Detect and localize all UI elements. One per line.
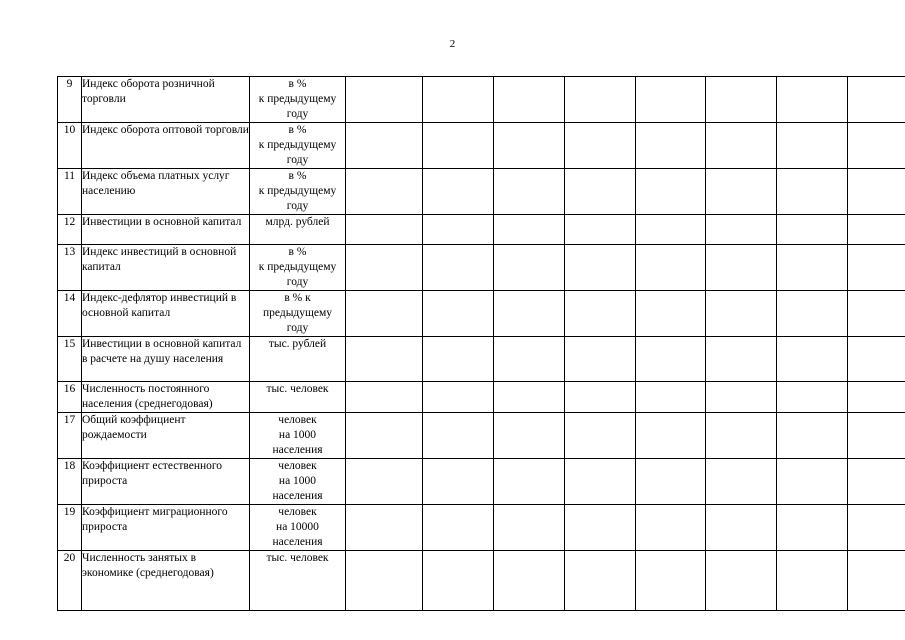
- unit-of-measure: человек на 10000 населения: [272, 506, 323, 548]
- unit-cell: [250, 77, 346, 123]
- value-cell: [565, 123, 636, 169]
- value-cell: [423, 123, 494, 169]
- row-number: 13: [58, 245, 82, 291]
- unit-cell: [250, 291, 346, 337]
- value-cell: [423, 245, 494, 291]
- value-cell: [706, 413, 777, 459]
- value-cell: [636, 245, 706, 291]
- value-cell: [706, 382, 777, 413]
- value-cell: [636, 215, 706, 245]
- unit-of-measure: в % к предыдущему году: [258, 78, 337, 120]
- indicator-name: Индекс объема платных услуг населению: [82, 169, 250, 215]
- value-cell: [423, 382, 494, 413]
- value-cell: [848, 505, 905, 551]
- page-number: 2: [449, 38, 456, 50]
- unit-of-measure: в % к предыдущему году: [262, 292, 333, 334]
- value-cell: [565, 382, 636, 413]
- unit-cell: [250, 245, 346, 291]
- row-number: 15: [58, 337, 82, 382]
- value-cell: [346, 459, 423, 505]
- value-cell: [565, 413, 636, 459]
- value-cell: [565, 459, 636, 505]
- value-cell: [706, 337, 777, 382]
- unit-of-measure: в % к предыдущему году: [258, 170, 337, 212]
- unit-cell: [250, 123, 346, 169]
- value-cell: [494, 505, 565, 551]
- indicator-name: Индекс инвестиций в основной капитал: [82, 245, 250, 291]
- row-number: 20: [58, 551, 82, 611]
- value-cell: [777, 291, 848, 337]
- value-cell: [636, 382, 706, 413]
- row-number: 9: [58, 77, 82, 123]
- value-cell: [565, 169, 636, 215]
- value-cell: [777, 123, 848, 169]
- unit-of-measure: в % к предыдущему году: [258, 246, 337, 288]
- indicator-name: Индекс оборота оптовой торговли: [82, 123, 250, 169]
- row-number: 17: [58, 413, 82, 459]
- unit-cell: [250, 459, 346, 505]
- value-cell: [423, 459, 494, 505]
- unit-of-measure: млрд. рублей: [265, 216, 330, 228]
- value-cell: [494, 245, 565, 291]
- value-cell: [346, 77, 423, 123]
- value-cell: [636, 505, 706, 551]
- value-cell: [848, 291, 905, 337]
- indicator-name: Индекс оборота розничной торговли: [82, 77, 250, 123]
- unit-of-measure: тыс. человек: [266, 552, 329, 564]
- value-cell: [565, 291, 636, 337]
- value-cell: [777, 505, 848, 551]
- unit-cell: [250, 413, 346, 459]
- value-cell: [346, 215, 423, 245]
- value-cell: [706, 77, 777, 123]
- indicator-name: Коэффициент естественного прироста: [82, 459, 250, 505]
- indicator-name: Численность постоянного населения (среднегодовая): [82, 382, 250, 413]
- row-number: 19: [58, 505, 82, 551]
- value-cell: [494, 123, 565, 169]
- table-row: [58, 291, 905, 337]
- value-cell: [423, 215, 494, 245]
- unit-of-measure: человек на 1000 населения: [272, 414, 323, 456]
- table-row: [58, 413, 905, 459]
- value-cell: [636, 413, 706, 459]
- value-cell: [777, 215, 848, 245]
- table-row: [58, 169, 905, 215]
- table-row: [58, 382, 905, 413]
- value-cell: [346, 123, 423, 169]
- value-cell: [423, 551, 494, 611]
- value-cell: [636, 169, 706, 215]
- value-cell: [706, 459, 777, 505]
- row-number: 16: [58, 382, 82, 413]
- value-cell: [346, 505, 423, 551]
- value-cell: [346, 337, 423, 382]
- value-cell: [346, 291, 423, 337]
- value-cell: [777, 551, 848, 611]
- table-row: [58, 215, 905, 245]
- value-cell: [423, 169, 494, 215]
- value-cell: [777, 337, 848, 382]
- value-cell: [848, 245, 905, 291]
- value-cell: [636, 123, 706, 169]
- value-cell: [494, 413, 565, 459]
- value-cell: [706, 123, 777, 169]
- table-body: [58, 77, 905, 611]
- value-cell: [706, 291, 777, 337]
- indicator-name: Коэффициент миграционного прироста: [82, 505, 250, 551]
- value-cell: [423, 413, 494, 459]
- value-cell: [494, 382, 565, 413]
- table-row: [58, 77, 905, 123]
- value-cell: [848, 459, 905, 505]
- value-cell: [423, 291, 494, 337]
- row-number: 11: [58, 169, 82, 215]
- value-cell: [848, 551, 905, 611]
- value-cell: [848, 169, 905, 215]
- value-cell: [494, 169, 565, 215]
- table-row: [58, 337, 905, 382]
- value-cell: [636, 291, 706, 337]
- value-cell: [848, 337, 905, 382]
- value-cell: [848, 382, 905, 413]
- value-cell: [636, 77, 706, 123]
- table-row: [58, 505, 905, 551]
- value-cell: [706, 551, 777, 611]
- indicator-name: Численность занятых в экономике (среднегодовая): [82, 551, 250, 611]
- value-cell: [565, 505, 636, 551]
- value-cell: [423, 337, 494, 382]
- value-cell: [494, 77, 565, 123]
- table-row: [58, 459, 905, 505]
- table-row: [58, 245, 905, 291]
- indicator-name: Инвестиции в основной капитал: [82, 215, 250, 245]
- table-row: [58, 551, 905, 611]
- value-cell: [346, 551, 423, 611]
- unit-cell: [250, 169, 346, 215]
- value-cell: [706, 215, 777, 245]
- value-cell: [706, 169, 777, 215]
- value-cell: [565, 337, 636, 382]
- row-number: 10: [58, 123, 82, 169]
- unit-of-measure: в % к предыдущему году: [258, 124, 337, 166]
- value-cell: [346, 169, 423, 215]
- indicator-name: Индекс-дефлятор инвестиций в основной капитал: [82, 291, 250, 337]
- value-cell: [636, 337, 706, 382]
- value-cell: [494, 291, 565, 337]
- value-cell: [706, 245, 777, 291]
- value-cell: [848, 413, 905, 459]
- value-cell: [346, 413, 423, 459]
- unit-cell: [250, 215, 346, 245]
- row-number: 18: [58, 459, 82, 505]
- row-number: 14: [58, 291, 82, 337]
- unit-cell: [250, 505, 346, 551]
- value-cell: [777, 77, 848, 123]
- value-cell: [423, 77, 494, 123]
- value-cell: [565, 77, 636, 123]
- table-row: [58, 123, 905, 169]
- value-cell: [848, 123, 905, 169]
- value-cell: [565, 551, 636, 611]
- value-cell: [346, 245, 423, 291]
- indicator-name: Общий коэффициент рождаемости: [82, 413, 250, 459]
- row-number: 12: [58, 215, 82, 245]
- value-cell: [848, 215, 905, 245]
- unit-of-measure: тыс. человек: [266, 383, 329, 395]
- unit-cell: [250, 551, 346, 611]
- value-cell: [777, 413, 848, 459]
- value-cell: [494, 551, 565, 611]
- value-cell: [346, 382, 423, 413]
- value-cell: [494, 337, 565, 382]
- value-cell: [777, 459, 848, 505]
- unit-of-measure: тыс. рублей: [268, 338, 327, 350]
- indicator-name: Инвестиции в основной капитал в расчете на душу населения: [82, 337, 250, 382]
- value-cell: [636, 459, 706, 505]
- value-cell: [636, 551, 706, 611]
- value-cell: [706, 505, 777, 551]
- value-cell: [565, 245, 636, 291]
- value-cell: [494, 459, 565, 505]
- value-cell: [777, 382, 848, 413]
- value-cell: [494, 215, 565, 245]
- value-cell: [848, 77, 905, 123]
- value-cell: [777, 245, 848, 291]
- indicators-table: [57, 76, 905, 611]
- unit-cell: [250, 382, 346, 413]
- unit-of-measure: человек на 1000 населения: [272, 460, 323, 502]
- value-cell: [423, 505, 494, 551]
- unit-cell: [250, 337, 346, 382]
- value-cell: [565, 215, 636, 245]
- value-cell: [777, 169, 848, 215]
